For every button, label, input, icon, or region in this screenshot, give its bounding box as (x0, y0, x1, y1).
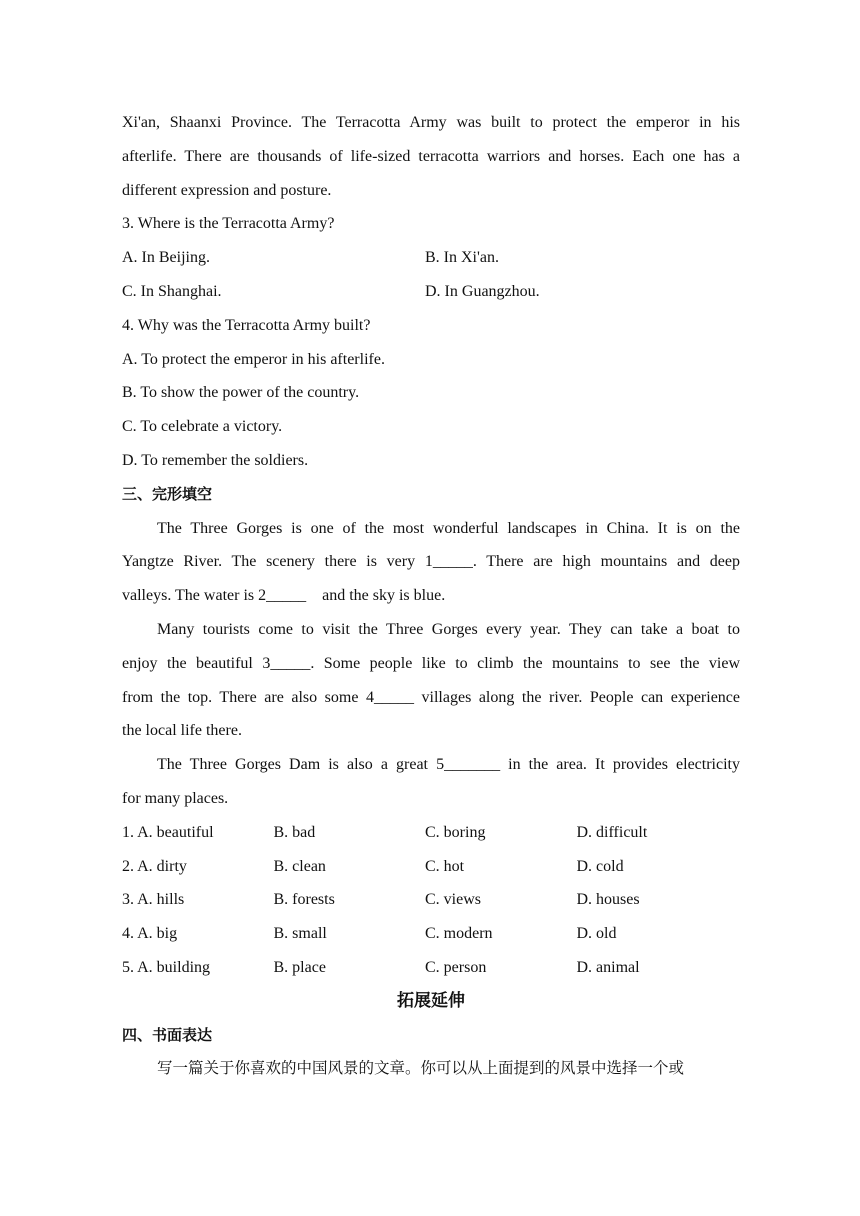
option-c: C. boring (425, 823, 486, 841)
option-b: B. To show the power of the country. (122, 384, 360, 402)
option-a: 5. A. building (122, 958, 211, 976)
option-a: 3. A. hills (122, 891, 185, 909)
option-b: B. clean (273, 857, 326, 875)
cloze-passage (122, 512, 740, 816)
option-b: B. In Xi'an. (425, 249, 499, 267)
options-row (122, 275, 740, 309)
option-c: C. To celebrate a victory. (122, 418, 283, 436)
option-b: B. place (273, 958, 326, 976)
option-a: A. In Beijing. (122, 249, 210, 267)
cloze-line: The Three Gorges Dam is also a great 5_______ in the area. It provides electricity (157, 756, 740, 774)
question-text: 3. Where is the Terracotta Army? (122, 215, 335, 233)
reading-passage-tail (122, 106, 740, 207)
option-d: D. difficult (576, 823, 648, 841)
cloze-line: valleys. The water is 2_____ and the sky is blue. (122, 587, 446, 605)
question-4 (122, 309, 740, 478)
cloze-line: enjoy the beautiful 3_____. Some people like to climb the mountains to see the view (122, 654, 740, 672)
cloze-line: for many places. (122, 789, 229, 807)
option-c: C. views (425, 891, 481, 909)
section-heading-writing: 四、书面表达 (122, 1025, 213, 1044)
cloze-option-row (122, 951, 740, 985)
cloze-line: Many tourists come to visit the Three Gorges every year. They can take a boat to (157, 620, 740, 638)
option-a: 1. A. beautiful (122, 823, 214, 841)
cloze-option-row (122, 816, 740, 850)
options-row (122, 241, 740, 275)
option-c: C. hot (425, 857, 465, 875)
writing-prompt: 写一篇关于你喜欢的中国风景的文章。你可以从上面提到的风景中选择一个或 (157, 1059, 685, 1078)
cloze-line: Yangtze River. The scenery there is very 1_____. There are high mountains and deep (122, 553, 740, 571)
cloze-option-row (122, 917, 740, 951)
option-a: 4. A. big (122, 925, 178, 943)
option-c: C. person (425, 958, 487, 976)
cloze-line: the local life there. (122, 722, 242, 740)
cloze-options (122, 816, 740, 985)
cloze-line: from the top. There are also some 4_____ villages along the river. People can experience (122, 688, 740, 706)
option-d: D. To remember the soldiers. (122, 451, 309, 469)
cloze-line: The Three Gorges is one of the most wonderful landscapes in China. It is on the (157, 519, 740, 537)
option-b: B. bad (273, 823, 316, 841)
question-3 (122, 207, 740, 308)
cloze-option-row (122, 850, 740, 884)
passage-line: different expression and posture. (122, 181, 332, 199)
section-heading-cloze: 三、完形填空 (122, 484, 213, 503)
option-d: D. cold (576, 857, 624, 875)
page-content (122, 106, 740, 1086)
option-d: D. In Guangzhou. (425, 282, 540, 300)
option-d: D. old (576, 925, 617, 943)
extension-title: 拓展延伸 (397, 990, 465, 1011)
passage-line: Xi'an, Shaanxi Province. The Terracotta Army was built to protect the emperor in his (122, 114, 740, 131)
option-c: C. modern (425, 925, 493, 943)
option-a: 2. A. dirty (122, 857, 187, 875)
option-d: D. houses (576, 891, 640, 909)
option-d: D. animal (576, 958, 640, 976)
option-b: B. small (273, 925, 327, 943)
cloze-option-row (122, 883, 740, 917)
option-c: C. In Shanghai. (122, 282, 222, 300)
passage-line: afterlife. There are thousands of life-sized terracotta warriors and horses. Each one has a (122, 147, 740, 165)
question-text: 4. Why was the Terracotta Army built? (122, 316, 371, 334)
option-a: A. To protect the emperor in his afterlife. (122, 350, 385, 368)
option-b: B. forests (273, 891, 335, 909)
